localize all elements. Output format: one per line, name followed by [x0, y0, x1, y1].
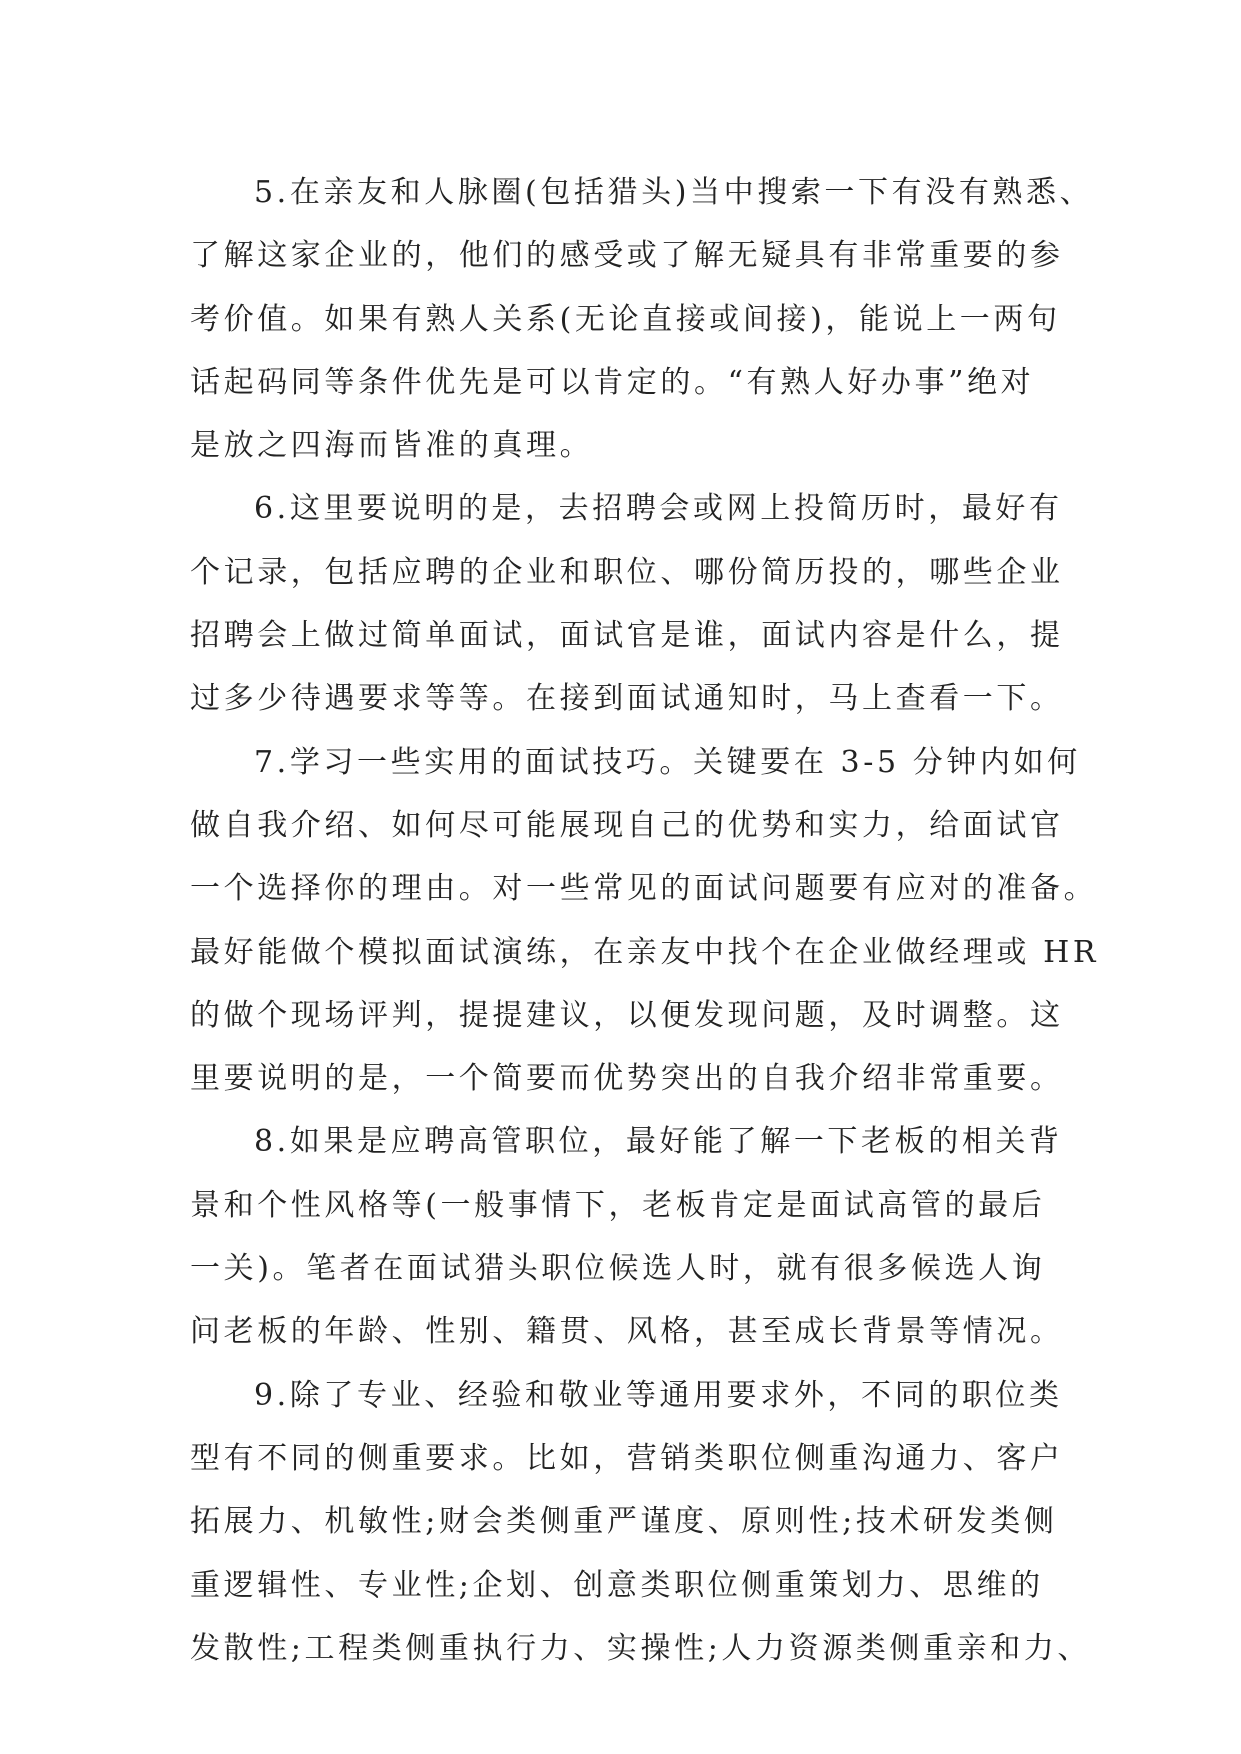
text-line: 考价值。如果有熟人关系(无论直接或间接)，能说上一两句 — [190, 301, 1061, 337]
text-line: 问老板的年龄、性别、籍贯、风格，甚至成长背景等情况。 — [190, 1314, 1064, 1350]
text-line: 最好能做个模拟面试演练，在亲友中找个在企业做经理或 HR — [190, 934, 1100, 970]
text-line: 一关)。笔者在面试猎头职位候选人时，就有很多候选人询 — [190, 1251, 1046, 1287]
text-line: 个记录，包括应聘的企业和职位、哪份简历投的，哪些企业 — [190, 554, 1064, 590]
text-line: 5.在亲友和人脉圈(包括猎头)当中搜索一下有没有熟悉、 — [254, 175, 1094, 210]
text-line: 的做个现场评判，提提建议，以便发现问题，及时调整。这 — [190, 997, 1064, 1033]
text-line: 6.这里要说明的是，去招聘会或网上投简历时，最好有 — [254, 491, 1063, 527]
text-line: 里要说明的是，一个简要而优势突出的自我介绍非常重要。 — [190, 1061, 1064, 1097]
text-line: 了解这家企业的，他们的感受或了解无疑具有非常重要的参 — [190, 238, 1064, 274]
text-line: 招聘会上做过简单面试，面试官是谁，面试内容是什么，提 — [190, 618, 1064, 654]
body-text — [190, 161, 1100, 1680]
text-line: 是放之四海而皆准的真理。 — [190, 428, 594, 464]
text-line: 景和个性风格等(一般事情下，老板肯定是面试高管的最后 — [190, 1187, 1046, 1223]
text-line: 7.学习一些实用的面试技巧。关键要在 3-5 分钟内如何 — [254, 744, 1081, 780]
text-line: 话起码同等条件优先是可以肯定的。“有熟人好办事”绝对 — [190, 364, 1035, 400]
text-line: 发散性;工程类侧重执行力、实操性;人力资源类侧重亲和力、 — [190, 1630, 1092, 1666]
text-line: 过多少待遇要求等等。在接到面试通知时，马上查看一下。 — [190, 681, 1064, 717]
text-line: 9.除了专业、经验和敬业等通用要求外，不同的职位类 — [254, 1377, 1063, 1413]
text-line: 型有不同的侧重要求。比如，营销类职位侧重沟通力、客户 — [190, 1440, 1064, 1476]
text-line: 拓展力、机敏性;财会类侧重严谨度、原则性;技术研发类侧 — [190, 1504, 1058, 1540]
text-line: 重逻辑性、专业性;企划、创意类职位侧重策划力、思维的 — [190, 1567, 1044, 1603]
text-line: 做自我介绍、如何尽可能展现自己的优势和实力，给面试官 — [190, 807, 1064, 843]
text-line: 8.如果是应聘高管职位，最好能了解一下老板的相关背 — [254, 1124, 1063, 1160]
text-line: 一个选择你的理由。对一些常见的面试问题要有应对的准备。 — [190, 871, 1098, 907]
